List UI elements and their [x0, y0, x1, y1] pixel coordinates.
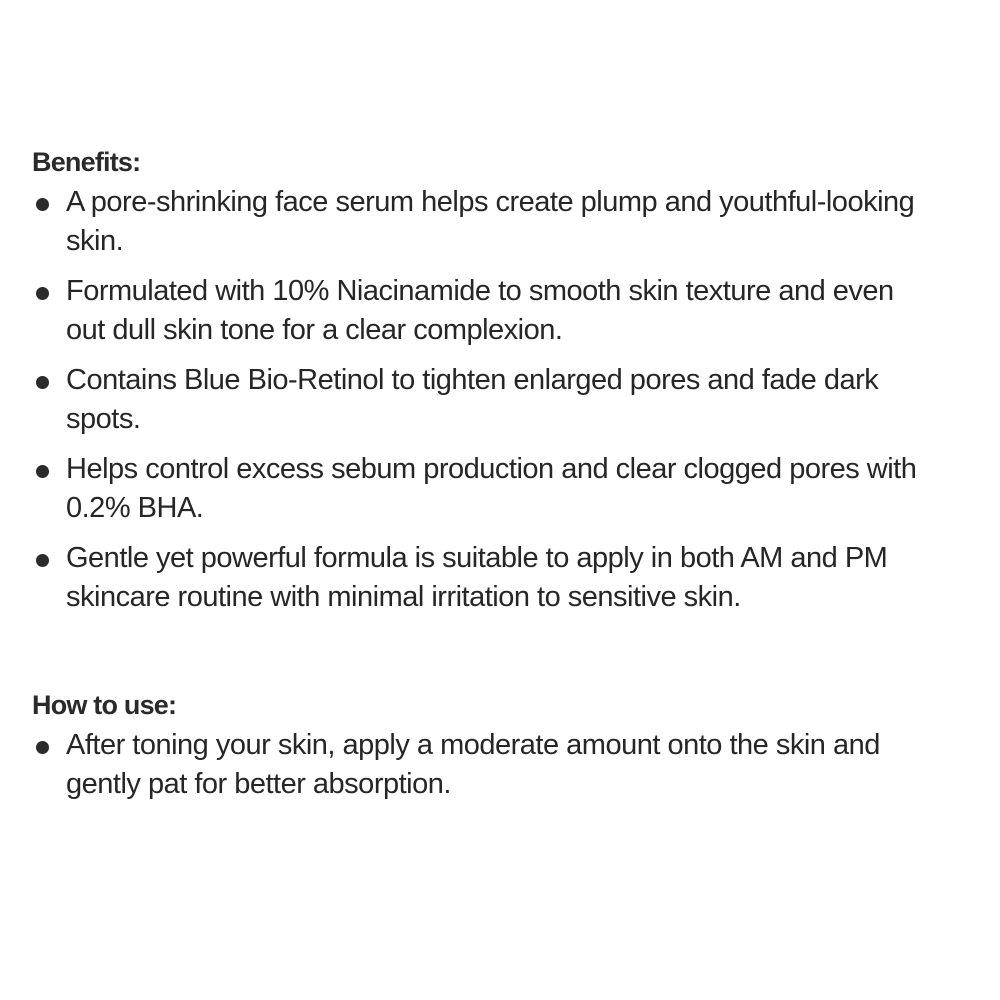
list-item-line: gently pat for better absorption. [66, 768, 451, 800]
bullet-icon [36, 554, 49, 567]
bullet-icon [36, 465, 49, 478]
list-item-line: 0.2% BHA. [66, 492, 204, 524]
bullet-icon [36, 287, 49, 300]
benefits-heading: Benefits: [32, 147, 141, 177]
list-item-line: Formulated with 10% Niacinamide to smooth skin texture and even [66, 275, 894, 307]
list-item-line: Helps control excess sebum production and clear clogged pores with [66, 453, 917, 485]
list-item-line: spots. [66, 403, 141, 435]
bullet-icon [36, 198, 49, 211]
list-item [32, 450, 1000, 528]
list-item [32, 539, 1000, 617]
benefits-list [32, 183, 1000, 617]
list-item-line: Contains Blue Bio-Retinol to tighten enlarged pores and fade dark [66, 364, 879, 396]
how-to-use-heading: How to use: [32, 690, 177, 720]
list-item [32, 726, 1000, 804]
list-item-line: Gentle yet powerful formula is suitable to apply in both AM and PM [66, 542, 888, 574]
bullet-icon [36, 376, 49, 389]
list-item-line: out dull skin tone for a clear complexion. [66, 314, 563, 346]
list-item-line: skin. [66, 225, 124, 257]
benefits-section [32, 143, 1000, 628]
list-item [32, 272, 1000, 350]
bullet-icon [36, 741, 49, 754]
list-item-line: skincare routine with minimal irritation to sensitive skin. [66, 581, 741, 613]
list-item-line: A pore-shrinking face serum helps create plump and youthful-looking [66, 186, 915, 218]
how-to-use-section [32, 686, 1000, 815]
list-item [32, 183, 1000, 261]
list-item-line: After toning your skin, apply a moderate amount onto the skin and [66, 729, 880, 761]
how-to-use-list [32, 726, 1000, 804]
list-item [32, 361, 1000, 439]
